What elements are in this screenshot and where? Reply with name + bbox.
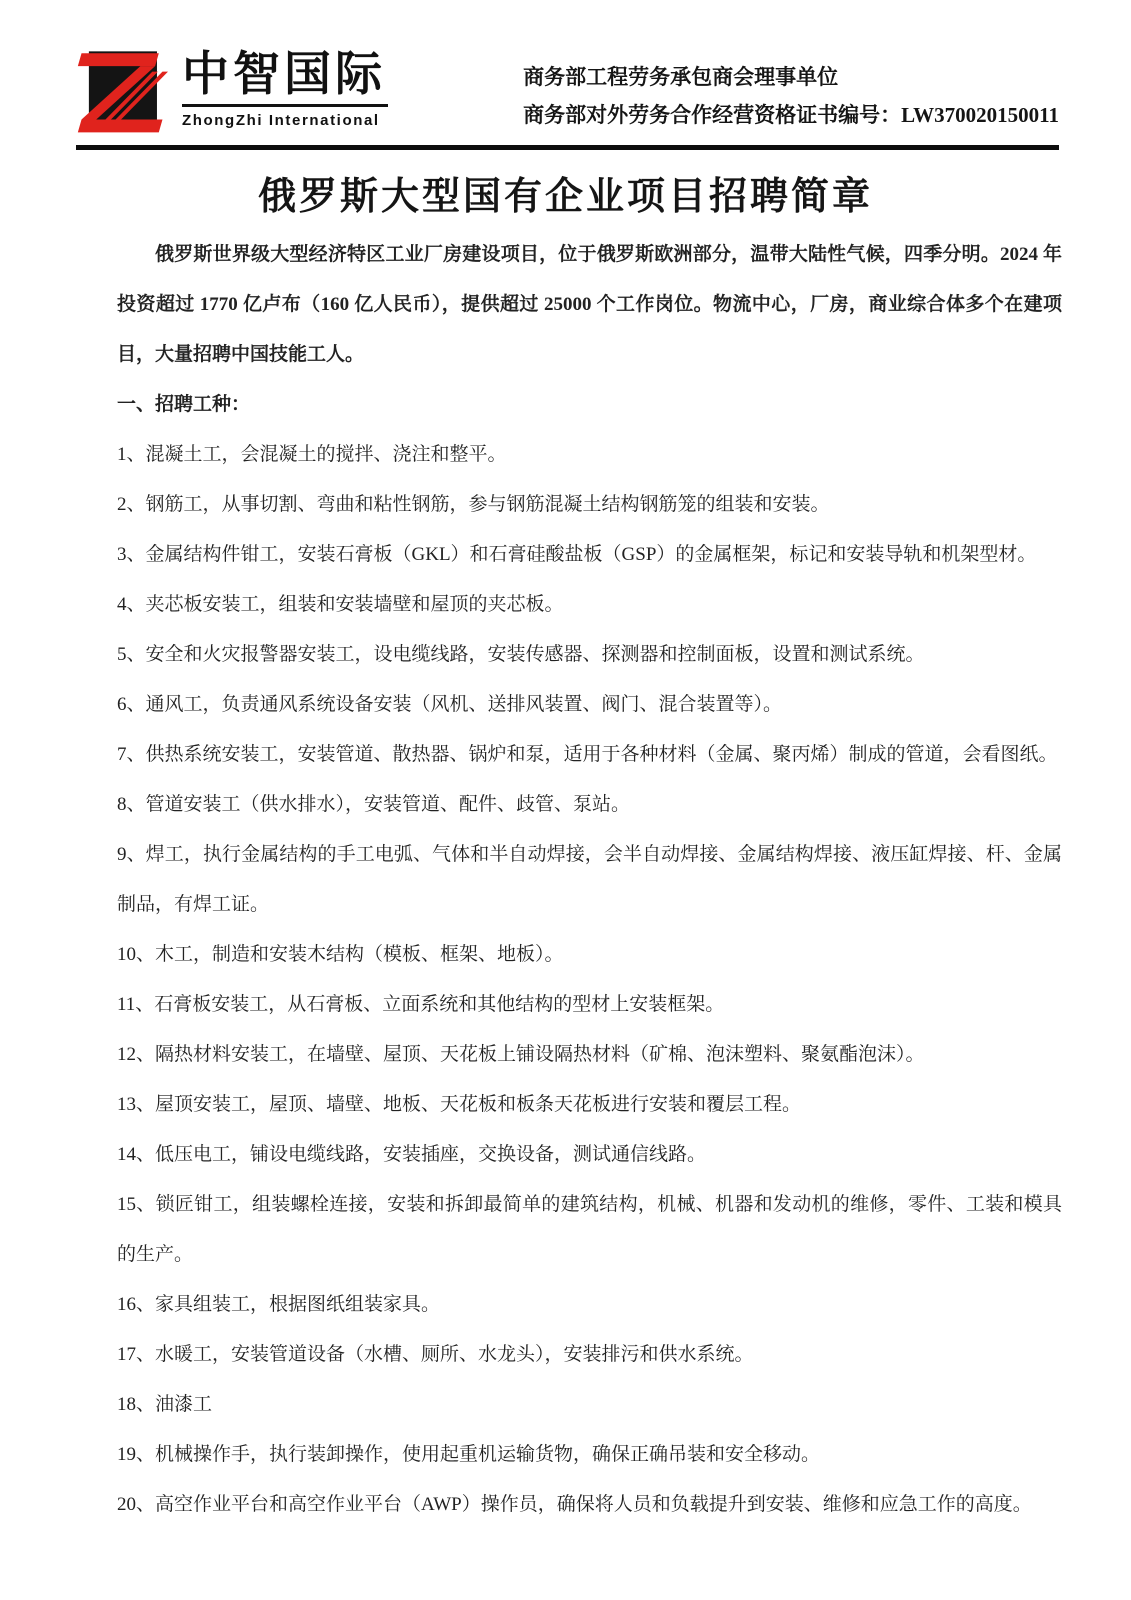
job-item-12: 12、隔热材料安装工，在墙壁、屋顶、天花板上铺设隔热材料（矿棉、泡沫塑料、聚氨酯泡沫）。: [117, 1044, 925, 1065]
zhongzhi-z-logo-icon: [76, 44, 168, 136]
job-item-17: 17、水暖工，安装管道设备（水槽、厕所、水龙头），安装排污和供水系统。: [117, 1344, 754, 1365]
job-item-7: 7、供热系统安装工，安装管道、散热器、锅炉和泵，适用于各种材料（金属、聚丙烯）制成的管道，会看图纸。: [117, 744, 1058, 765]
logo-wordmark: [182, 44, 388, 129]
job-item-3: 3、金属结构件钳工，安装石膏板（GKL）和石膏硅酸盐板（GSP）的金属框架，标记和安装导轨和机架型材。: [117, 544, 1037, 565]
credential-line-2: 商务部对外劳务合作经营资格证书编号：LW370020150011: [523, 103, 1059, 127]
job-item-2: 2、钢筋工，从事切割、弯曲和粘性钢筋，参与钢筋混凝土结构钢筋笼的组装和安装。: [117, 494, 830, 515]
page-title: 俄罗斯大型国有企业项目招聘简章: [257, 176, 873, 218]
job-item-18: 18、油漆工: [117, 1394, 213, 1415]
company-name-en: ZhongZhi International: [182, 111, 380, 129]
header-divider-rule: [76, 145, 1059, 150]
job-item-16: 16、家具组装工，根据图纸组装家具。: [117, 1294, 441, 1315]
logo-underline: [182, 104, 388, 107]
intro-paragraph: 俄罗斯世界级大型经济特区工业厂房建设项目，位于俄罗斯欧洲部分，温带大陆性气候，四季分明。2024 年投资超过 1770 亿卢布（160 亿人民币），提供超过 25000 个工作岗位。物流中心，厂房，商业综合体多个在建项目，大量招聘中国技能工人。: [117, 244, 1062, 365]
job-item-8: 8、管道安装工（供水排水），安装管道、配件、歧管、泵站。: [117, 794, 631, 815]
job-item-13: 13、屋顶安装工，屋顶、墙壁、地板、天花板和板条天花板进行安装和覆层工程。: [117, 1094, 802, 1115]
letterhead: [0, 0, 1131, 136]
job-item-11: 11、石膏板安装工，从石膏板、立面系统和其他结构的型材上安装框架。: [117, 994, 725, 1015]
job-item-6: 6、通风工，负责通风系统设备安装（风机、送排风装置、阀门、混合装置等）。: [117, 694, 783, 715]
job-item-14: 14、低压电工，铺设电缆线路，安装插座，交换设备，测试通信线路。: [117, 1144, 707, 1165]
section-heading: 一、招聘工种：: [117, 394, 251, 415]
company-name-cn: 中智国际: [182, 47, 386, 100]
credential-line-1: 商务部工程劳务承包商会理事单位: [523, 65, 839, 89]
job-item-10: 10、木工，制造和安装木结构（模板、框架、地板）。: [117, 944, 564, 965]
job-item-20: 20、高空作业平台和高空作业平台（AWP）操作员，确保将人员和负载提升到安装、维修和应急工作的高度。: [117, 1494, 1032, 1515]
job-list: [117, 430, 1062, 1530]
document-body: [117, 230, 1062, 1530]
job-item-19: 19、机械操作手，执行装卸操作，使用起重机运输货物，确保正确吊装和安全移动。: [117, 1444, 821, 1465]
job-item-5: 5、安全和火灾报警器安装工，设电缆线路，安装传感器、探测器和控制面板，设置和测试系统。: [117, 644, 925, 665]
credentials-block: [523, 44, 1059, 134]
job-item-9: 9、焊工，执行金属结构的手工电弧、气体和半自动焊接，会半自动焊接、金属结构焊接、液压缸焊接、杆、金属制品，有焊工证。: [117, 844, 1062, 915]
job-item-4: 4、夹芯板安装工，组装和安装墙壁和屋顶的夹芯板。: [117, 594, 564, 615]
job-item-15: 15、锁匠钳工，组装螺栓连接，安装和拆卸最简单的建筑结构，机械、机器和发动机的维修，零件、工装和模具的生产。: [117, 1194, 1062, 1265]
company-logo: [76, 44, 388, 136]
job-item-1: 1、混凝土工，会混凝土的搅拌、浇注和整平。: [117, 444, 507, 465]
